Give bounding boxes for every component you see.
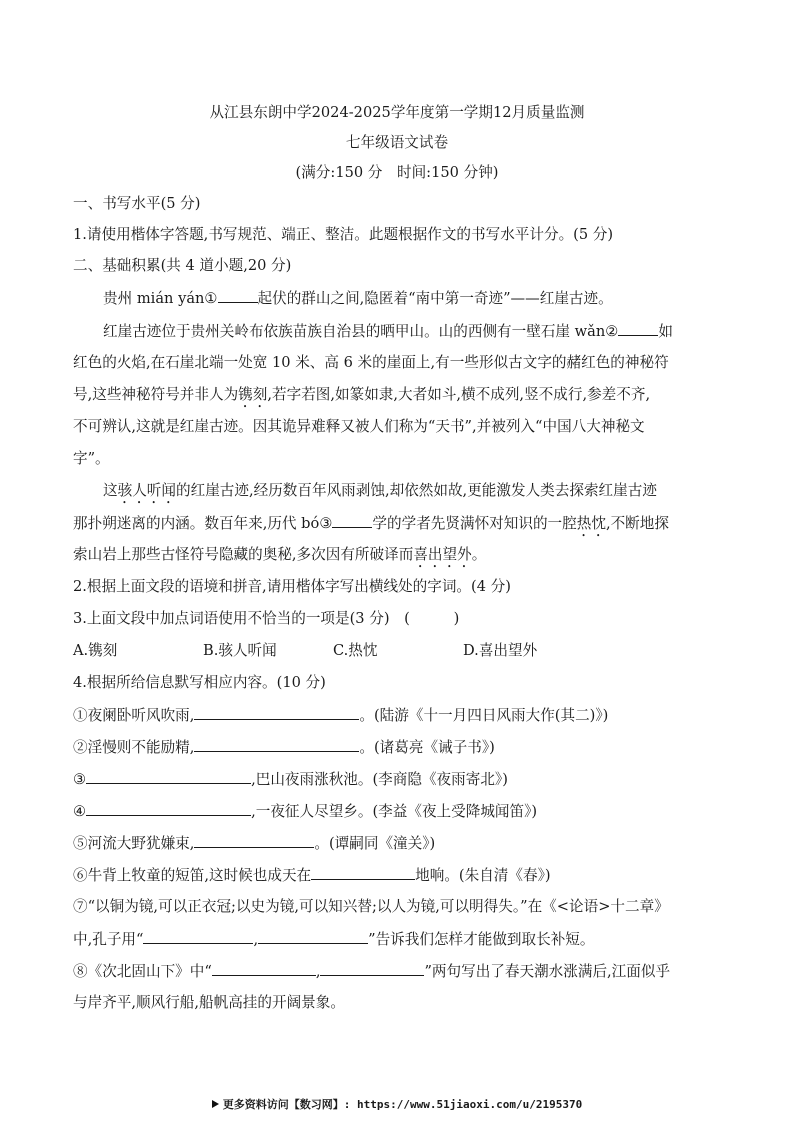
option-b[interactable]: B.骇人听闻 [203,642,277,659]
passage-para-2-line-1: 红崖古迹位于贵州关岭布依族苗族自治县的晒甲山。山的西侧有一壁石崖 wǎn② 如 [103,323,673,340]
question-1: 1.请使用楷体字答题,书写规范、端正、整洁。此题根据作文的书写水平计分。(5 分) [73,226,614,243]
passage-para-2-line-3: 号,这些神秘符号并非人为镌刻,若字若图,如篆如隶,大者如斗,横不成列,竖不成行,参差不齐, [73,386,651,403]
section1-heading: 一、书写水平(5 分) [73,195,201,212]
footer-link[interactable]: 更多资料访问【数习网】: https://www.51jiaoxi.com/u/2195370 [0,1096,794,1112]
recite-5: ⑤河流大野犹嫌束, 。(谭嗣同《潼关》) [73,835,436,852]
exam-title: 从江县东朗中学2024-2025学年度第一学期12月质量监测 [209,104,585,121]
option-a[interactable]: A.镌刻 [73,642,118,659]
recite-blank-4[interactable] [86,801,251,816]
flag-icon [212,1100,219,1108]
passage-para-2-line-4: 不可辨认,这就是红崖古迹。因其诡异难释又被人们称为“天书”,并被列入“中国八大神秘文 [73,418,645,435]
exam-subtitle: 七年级语文试卷 [345,134,449,151]
recite-1: ①夜阑卧听风吹雨, 。(陆游《十一月四日风雨大作(其二)》) [73,707,609,724]
recite-blank-8a[interactable] [212,961,316,976]
passage-para-3-line-2: 那扑朔迷离的内涵。数百年来,历代 bó③ 学的学者先贤满怀对知识的一腔热忱,不断地探 [73,515,669,532]
question-2: 2.根据上面文段的语境和拼音,请用楷体字写出横线处的字词。(4 分) [73,578,511,595]
question-4: 4.根据所给信息默写相应内容。(10 分) [73,674,326,691]
recite-blank-8b[interactable] [320,961,424,976]
passage-para-3-line-3: 索山岩上那些古怪符号隐藏的奥秘,多次因有所破译而喜出望外。 [73,546,487,563]
option-d[interactable]: D.喜出望外 [463,642,538,659]
recite-3: ③ ,巴山夜雨涨秋池。(李商隐《夜雨寄北》) [73,771,508,788]
recite-blank-7a[interactable] [143,929,253,944]
recite-blank-2[interactable] [194,737,359,752]
recite-7-line-2: 中,孔子用“ , ”告诉我们怎样才能做到取长补短。 [73,931,595,948]
question-3: 3.上面文段中加点词语使用不恰当的一项是(3 分) ( ) [73,610,460,627]
option-c[interactable]: C.热忱 [333,642,378,659]
recite-blank-6[interactable] [311,865,415,880]
answer-blank-2[interactable] [618,321,658,336]
recite-2: ②淫慢则不能励精, 。(诸葛亮《诫子书》) [73,739,495,756]
section2-heading: 二、基础积累(共 4 道小题,20 分) [73,257,292,274]
recite-blank-1[interactable] [194,705,359,720]
recite-blank-7b[interactable] [258,929,368,944]
recite-6: ⑥牛背上牧童的短笛,这时候也成天在 地响。(朱自清《春》) [73,867,551,884]
dotted-word-a: 镌刻 [238,386,268,403]
recite-4: ④ ,一夜征人尽望乡。(李益《夜上受降城闻笛》) [73,803,538,820]
passage-para-1: 贵州 mián yán① 起伏的群山之间,隐匿着“南中第一奇迹”——红崖古迹。 [103,290,613,307]
dotted-word-d: 喜出望外 [413,546,472,563]
recite-blank-3[interactable] [86,769,251,784]
question-3-options [73,641,723,661]
passage-para-3-line-1: 这骇人听闻的红崖古迹,经历数百年风雨剥蚀,却依然如故,更能激发人类去探索红崖古迹 [103,482,657,499]
recite-7-line-1: ⑦“以铜为镜,可以正衣冠;以史为镜,可以知兴替;以人为镜,可以明得失。”在《<论语>十二章》 [73,898,669,915]
recite-blank-5[interactable] [194,833,314,848]
dotted-word-c: 热忱 [576,515,606,532]
answer-blank-3[interactable] [332,513,372,528]
answer-blank-1[interactable] [218,288,258,303]
passage-para-2-line-5: 字”。 [73,450,110,467]
recite-8-line-1: ⑧《次北固山下》中“ , ”两句写出了春天潮水涨满后,江面似乎 [73,963,671,980]
dotted-word-b: 骇人听闻 [117,482,176,499]
recite-8-line-2: 与岸齐平,顺风行船,船帆高挂的开阔景象。 [73,994,345,1011]
exam-meta: (满分:150 分 时间:150 分钟) [295,164,499,181]
passage-para-2-line-2: 红色的火焰,在石崖北端一处宽 10 米、高 6 米的崖面上,有一些形似古文字的赭红色的神秘符 [73,354,669,371]
